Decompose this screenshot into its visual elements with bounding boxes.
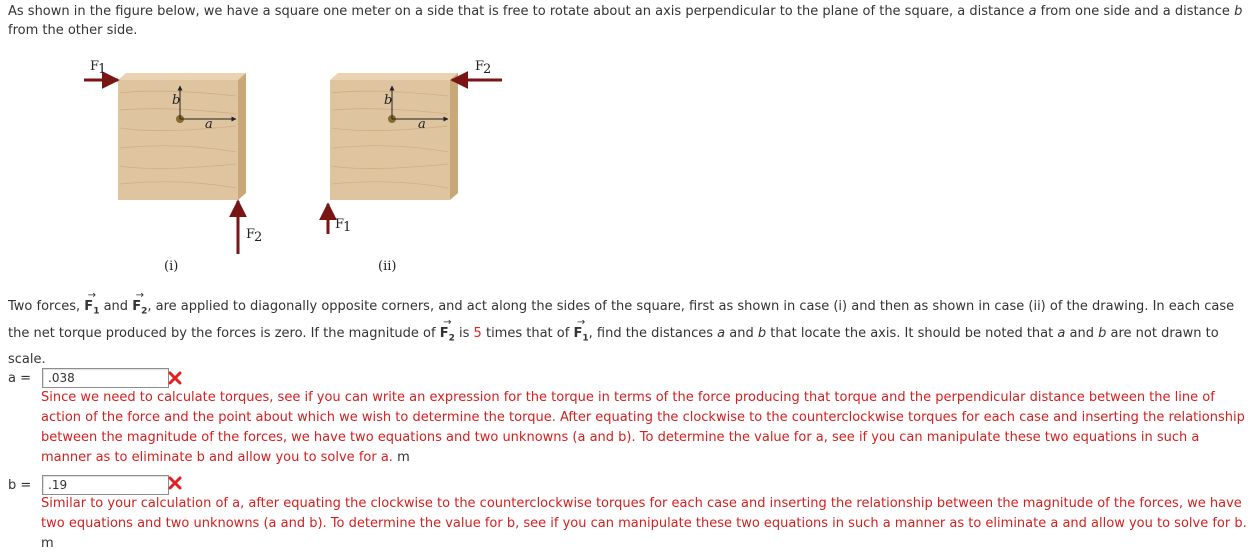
- vector-F2: → $F_2$: [132, 296, 147, 323]
- answer-a-row: [8, 371, 36, 386]
- incorrect-icon: [168, 476, 182, 490]
- svg-text:1: 1: [343, 220, 352, 235]
- force-F2-case1: [238, 201, 262, 254]
- vector-F1: → $F_1$: [84, 296, 99, 323]
- problem-statement: Two forces, → $F_1$ and → $F_2$, are applied to diagonally opposite corners, and act along the sides of the square, first as shown in case (i) and then as shown in case (ii) of the drawing. In each case the net torque produced by the forces is zero. If the magnitude of → $F_2$ is 5 times that of → $F_1$, find the distances a and b that locate the axis. It should be noted that a and b are not drawn to scale.: [8, 296, 1251, 371]
- svg-text:F: F: [335, 217, 345, 232]
- torque-figure: [60, 48, 540, 280]
- answer-b-input[interactable]: [42, 475, 169, 495]
- svg-text:2: 2: [254, 230, 263, 245]
- square-case-1: [118, 73, 246, 200]
- label-a-case2: a: [418, 117, 426, 132]
- answer-b-unit: m: [41, 536, 54, 551]
- intro-text: As shown in the figure below, we have a square one meter on a side that is free to rotate about an axis perpendicular to the plane of the square, a distance a from one side and a distance b from the other side.: [8, 4, 1243, 38]
- svg-text:1: 1: [98, 62, 107, 77]
- label-b-case2: b: [384, 93, 393, 108]
- answer-a-input[interactable]: [42, 368, 169, 388]
- incorrect-icon: [168, 371, 182, 385]
- vector-F2-ref: → $F_2$: [440, 323, 455, 350]
- answer-a-label: a =: [8, 371, 31, 386]
- svg-text:2: 2: [483, 62, 492, 77]
- ratio-value: 5: [473, 325, 482, 341]
- force-F1-case1: [84, 59, 118, 80]
- answer-b-row: [8, 478, 36, 493]
- answer-b-label: b =: [8, 478, 32, 493]
- answer-a-feedback: Since we need to calculate torques, see if you can write an expression for the torque in terms of the force producing that torque and the perpendicular distance between the line of action of the force and the point about which we wish to determine the torque. After equating the clockwise to the counterclockwise torques for each case and inserting the relationship between the magnitude of the forces, we have two equations and two unknowns (a and b). To determine the value for a, see if you can manipulate these two equations in such a manner as to eliminate b and allow you to solve for a. m: [41, 390, 1245, 465]
- svg-text:F: F: [475, 59, 485, 74]
- caption-case-1: (i): [164, 259, 179, 274]
- label-b-case1: b: [172, 93, 181, 108]
- force-F1-case2: [328, 204, 351, 235]
- answer-b-feedback: Similar to your calculation of a, after equating the clockwise to the counterclockwise torques for each case and inserting the relationship between the magnitude of the forces, we have two equations and two unknowns (a and b). To determine the value for b, see if you can manipulate these two equations in such a manner as to eliminate a and allow you to solve for b. m: [41, 496, 1247, 551]
- force-F2-case2: [452, 59, 502, 80]
- square-case-2: [330, 73, 458, 200]
- caption-case-2: (ii): [378, 259, 397, 274]
- label-a-case1: a: [205, 117, 213, 132]
- answer-a-unit: m: [397, 450, 410, 465]
- svg-text:F: F: [90, 59, 100, 74]
- vector-F1-ref: → $F_1$: [573, 323, 588, 350]
- svg-text:F: F: [246, 227, 256, 242]
